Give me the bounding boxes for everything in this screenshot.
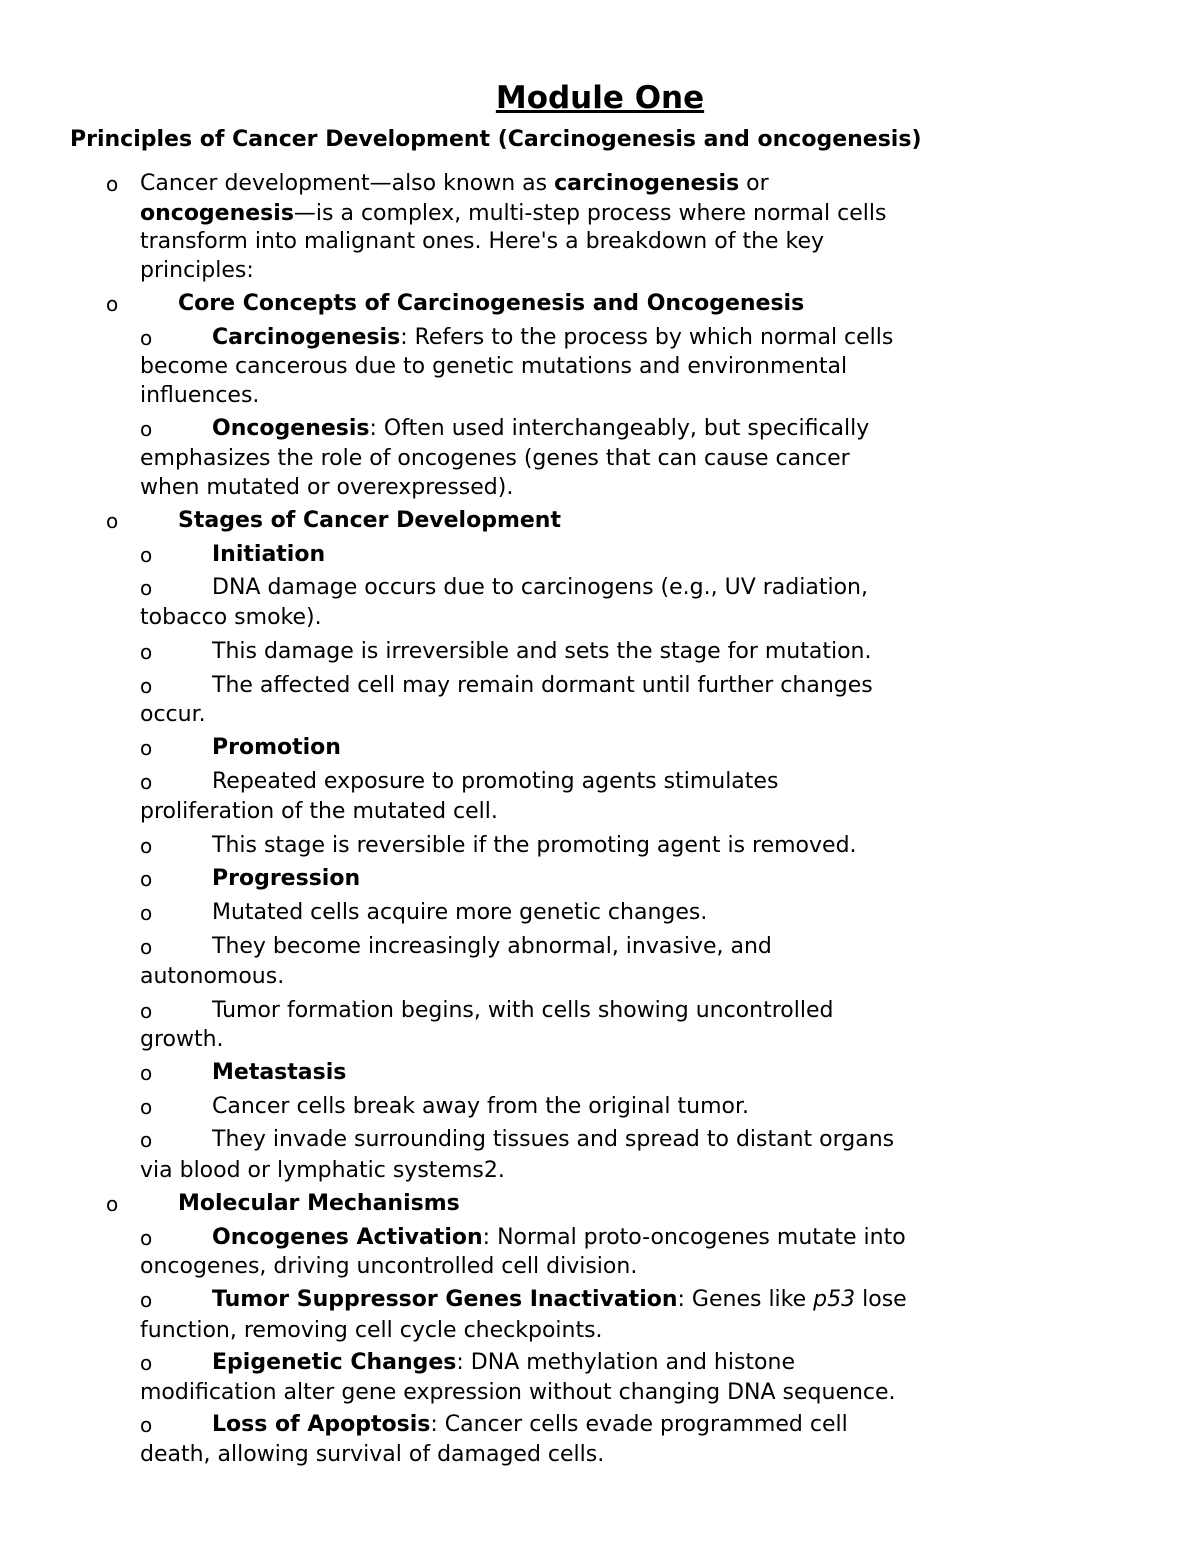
list-item: The affected cell may remain dormant until further changes [212,673,873,698]
page-subtitle: Principles of Cancer Development (Carcinogenesis and oncogenesis) [70,127,922,152]
intro-line-3: transform into malignant ones. Here's a breakdown of the key [140,229,825,254]
list-item: Tumor formation begins, with cells showing uncontrolled [212,998,834,1023]
bullet-icon: o [140,543,153,567]
bullet-icon: o [106,172,119,196]
stage-promotion: Promotion [212,735,341,760]
stage-progression: Progression [212,866,361,891]
oncogenesis-definition: Oncogenesis: Often used interchangeably, but specifically [212,416,870,441]
list-item-continuation: death, allowing survival of damaged cells. [140,1442,605,1467]
list-item: Cancer cells break away from the original tumor. [212,1094,750,1119]
bullet-icon: o [140,1351,153,1375]
list-item: This damage is irreversible and sets the stage for mutation. [212,639,872,664]
tumor-suppressor-item: Tumor Suppressor Genes Inactivation: Genes like p53 lose [212,1287,907,1312]
bullet-icon: o [140,901,153,925]
page-title: Module One [495,80,705,116]
list-item: DNA damage occurs due to carcinogens (e.g., UV radiation, [212,575,868,600]
bullet-icon: o [140,1288,153,1312]
list-item-continuation: oncogenes, driving uncontrolled cell division. [140,1254,638,1279]
intro-line-4: principles: [140,258,254,283]
bullet-icon: o [140,1128,153,1152]
list-item-continuation: autonomous. [140,964,285,989]
intro-line-2: oncogenesis—is a complex, multi-step process where normal cells [140,201,887,226]
bullet-icon: o [140,1226,153,1250]
list-item-continuation: tobacco smoke). [140,605,322,630]
epigenetic-changes-item: Epigenetic Changes: DNA methylation and histone [212,1350,795,1375]
bullet-icon: o [140,1095,153,1119]
oncogenesis-definition-line-3: when mutated or overexpressed). [140,475,514,500]
section-heading-stages: Stages of Cancer Development [178,508,561,533]
bullet-icon: o [140,326,153,350]
carcinogenesis-definition-line-3: influences. [140,383,260,408]
intro-line-1: Cancer development—also known as carcinogenesis or [140,171,769,196]
bullet-icon: o [140,1061,153,1085]
carcinogenesis-definition: Carcinogenesis: Refers to the process by which normal cells [212,325,894,350]
bullet-icon: o [106,1192,119,1216]
bullet-icon: o [140,674,153,698]
list-item: They invade surrounding tissues and spread to distant organs [212,1127,895,1152]
list-item: Repeated exposure to promoting agents stimulates [212,769,779,794]
bullet-icon: o [140,770,153,794]
bullet-icon: o [140,1413,153,1437]
carcinogenesis-definition-line-2: become cancerous due to genetic mutations and environmental [140,354,848,379]
stage-initiation: Initiation [212,542,326,567]
bullet-icon: o [140,834,153,858]
bullet-icon: o [140,576,153,600]
list-item-continuation: via blood or lymphatic systems2. [140,1158,505,1183]
section-heading-molecular: Molecular Mechanisms [178,1191,460,1216]
oncogenesis-definition-line-2: emphasizes the role of oncogenes (genes that can cause cancer [140,446,850,471]
list-item-continuation: proliferation of the mutated cell. [140,799,498,824]
list-item: They become increasingly abnormal, invasive, and [212,934,772,959]
list-item-continuation: occur. [140,702,206,727]
bullet-icon: o [140,417,153,441]
bullet-icon: o [140,736,153,760]
list-item-continuation: function, removing cell cycle checkpoints. [140,1318,603,1343]
bullet-icon: o [140,640,153,664]
bullet-icon: o [140,999,153,1023]
list-item-continuation: growth. [140,1027,224,1052]
section-heading-core: Core Concepts of Carcinogenesis and Oncogenesis [178,291,805,316]
stage-metastasis: Metastasis [212,1060,347,1085]
list-item-continuation: modification alter gene expression without changing DNA sequence. [140,1380,896,1405]
bullet-icon: o [140,867,153,891]
bullet-icon: o [106,292,119,316]
bullet-icon: o [140,935,153,959]
loss-of-apoptosis-item: Loss of Apoptosis: Cancer cells evade programmed cell [212,1412,848,1437]
bullet-icon: o [106,509,119,533]
list-item: Mutated cells acquire more genetic changes. [212,900,708,925]
list-item: This stage is reversible if the promoting agent is removed. [212,833,857,858]
oncogenes-activation-item: Oncogenes Activation: Normal proto-oncogenes mutate into [212,1225,906,1250]
